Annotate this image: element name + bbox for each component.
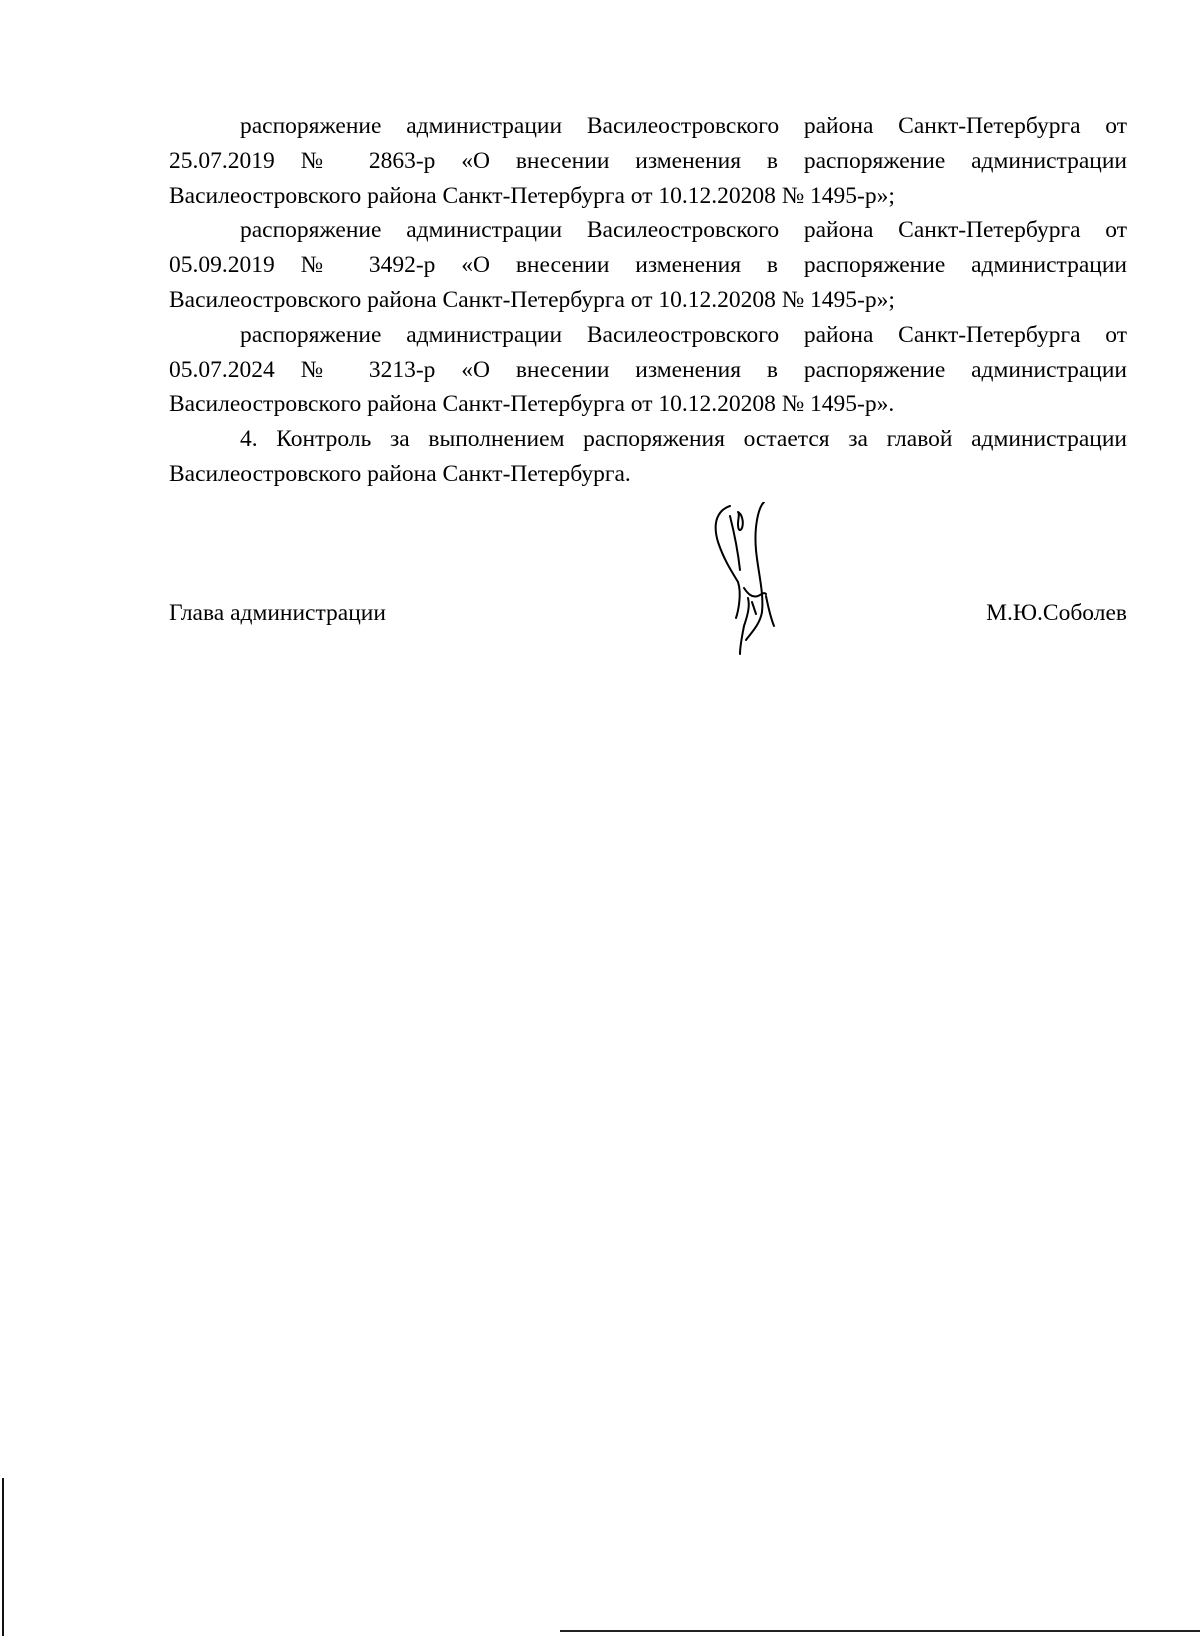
signatory-name: М.Ю.Соболев (986, 600, 1127, 626)
paragraph-order-3492: распоряжение администрации Василеостровского района Санкт-Петербурга от 05.09.2019 № 3492-р «О внесении изменения в распоряжение администрации Василеостровского района Санкт-Петербурга от 10.12.20208 № 1495-р»; (169, 217, 1127, 313)
document-body (169, 109, 1127, 492)
scan-edge-line-left (2, 1478, 4, 1636)
signatory-title: Глава администрации (169, 600, 386, 626)
signature-block (169, 600, 1127, 640)
handwritten-signature-icon (708, 502, 818, 672)
scan-edge-line-bottom (560, 1630, 1200, 1632)
paragraph-order-3213: распоряжение администрации Василеостровского района Санкт-Петербурга от 05.07.2024 № 3213-р «О внесении изменения в распоряжение администрации Василеостровского района Санкт-Петербурга от 10.12.20208 № 1495-р». (169, 321, 1127, 418)
paragraph-control-clause: 4. Контроль за выполнением распоряжения остается за главой администрации Василеостровского района Санкт-Петербурга. (169, 426, 1127, 487)
paragraph-order-2863: распоряжение администрации Василеостровского района Санкт-Петербурга от 25.07.2019 № 2863-р «О внесении изменения в распоряжение администрации Василеостровского района Санкт-Петербурга от 10.12.20208 № 1495-р»; (169, 113, 1127, 209)
